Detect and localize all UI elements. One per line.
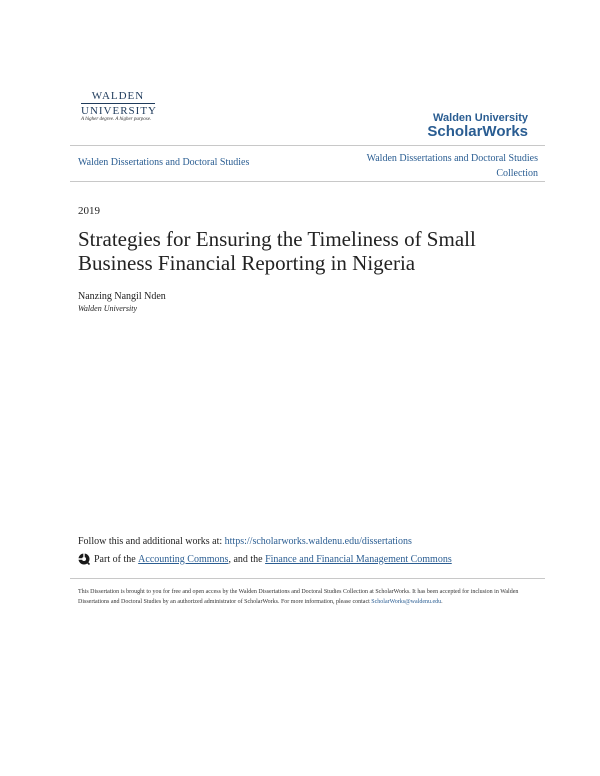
walden-logo: [81, 91, 161, 122]
author-affiliation: Walden University: [78, 304, 138, 313]
footer-text: This Dissertation is brought to you for free and open access by the Walden Dissertations and Doctoral Studies Collection at ScholarWorks. It has been accepted for inclusion in Walden Dissertations and Doctoral Studies by an authorized administrator of ScholarWorks. For more information, please contact: [78, 589, 519, 605]
accounting-commons-link[interactable]: Accounting Commons: [138, 553, 229, 565]
follow-line: [78, 536, 412, 547]
part-of-prefix: Part of the: [94, 553, 136, 565]
collection-link-left[interactable]: Walden Dissertations and Doctoral Studies: [78, 157, 250, 168]
author-name: Nanzing Nangil Nden: [78, 291, 166, 302]
publication-year: 2019: [78, 205, 100, 217]
part-of-line: [78, 553, 452, 565]
footer-notice: [78, 587, 528, 607]
logo-line1: WALDEN: [91, 90, 145, 102]
finance-commons-link[interactable]: Finance and Financial Management Commons: [265, 553, 452, 565]
collection-link-right[interactable]: Walden Dissertations and Doctoral Studies Collection: [366, 153, 538, 179]
part-of-mid: , and the: [228, 553, 263, 565]
footer-end: .: [441, 599, 443, 605]
document-title: Strategies for Ensuring the Timeliness of Small Business Financial Reporting in Nigeria: [78, 227, 476, 275]
header-divider-top: [70, 145, 545, 146]
network-icon: [78, 553, 90, 565]
logo-rule: [81, 103, 155, 104]
scholarworks-name[interactable]: ScholarWorks: [427, 123, 528, 140]
footer-divider: [70, 578, 545, 579]
logo-tagline: A higher degree. A higher purpose.: [81, 117, 152, 122]
follow-text: Follow this and additional works at:: [78, 536, 225, 547]
contact-email-link[interactable]: ScholarWorks@waldenu.edu: [371, 599, 442, 605]
dissertations-url-link[interactable]: https://scholarworks.waldenu.edu/dissertations: [224, 536, 412, 547]
logo-line2: UNIVERSITY: [81, 105, 157, 117]
header-divider-bottom: [70, 181, 545, 182]
scholarworks-university[interactable]: Walden University: [433, 112, 528, 124]
